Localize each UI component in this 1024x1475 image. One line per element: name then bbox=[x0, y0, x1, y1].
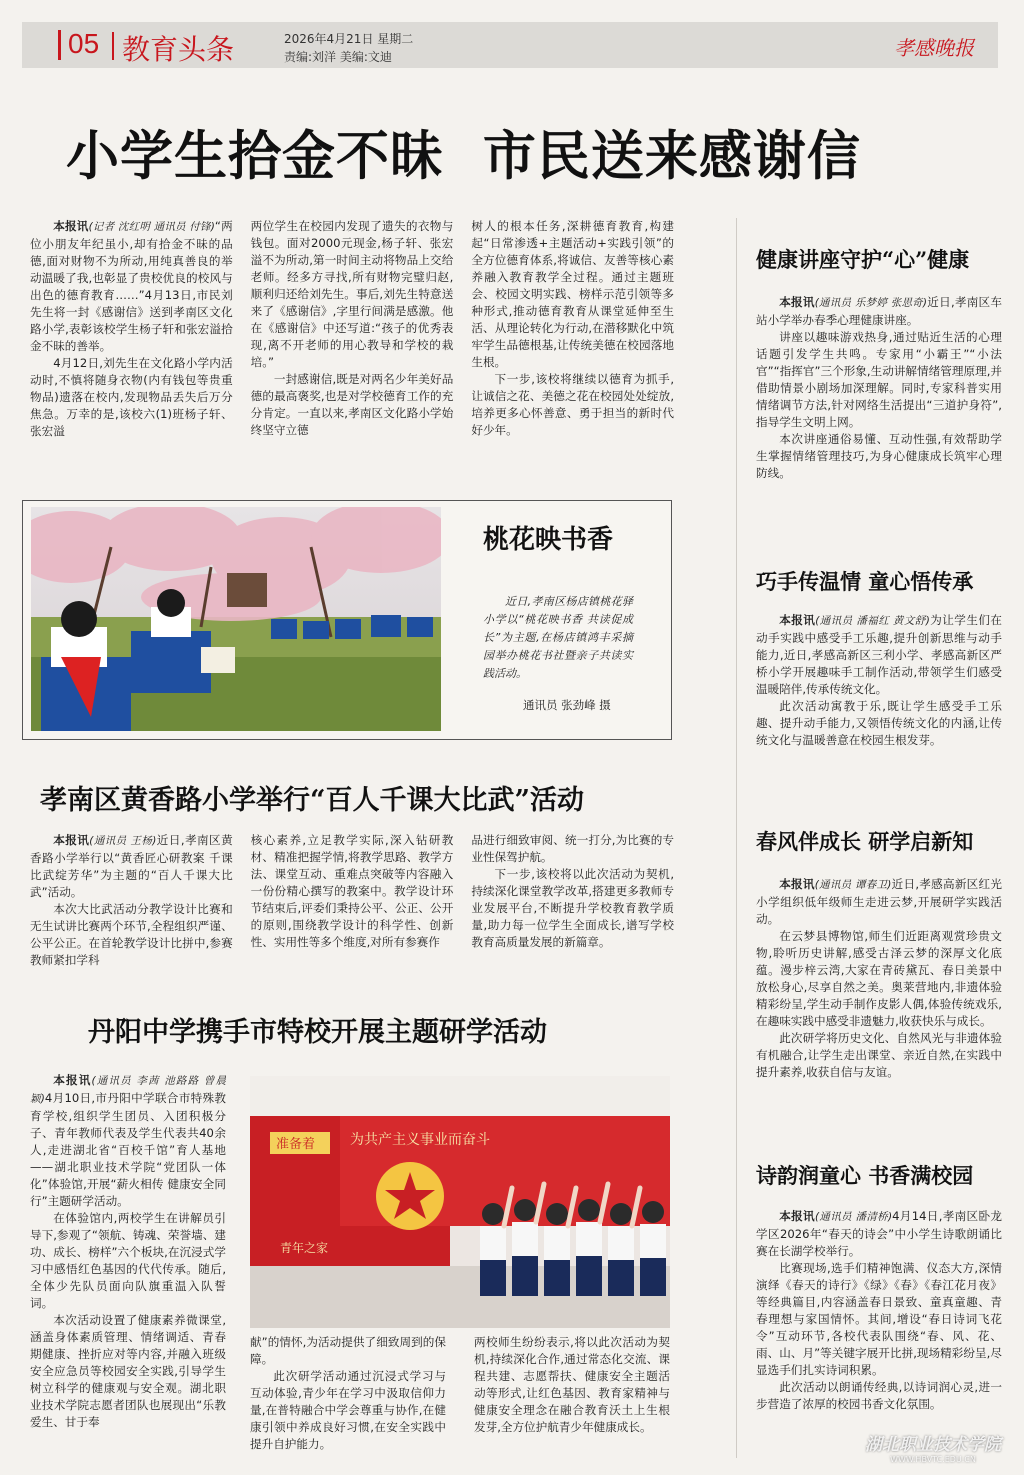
lead-text: 两位学生在校园内发现了遗失的衣物与钱包。面对2000元现金,杨子轩、张宏溢不为所动,第一时间主动将物品上交给老师。经多方寻找,所有财物完璧归赵,顺利归还给刘先生。事后,刘先生特意送来了《感谢信》,字里行间满是感激。他在《感谢信》中还写道:“孩子的优秀表现,离不开老师的用心教导和学校的栽培。” bbox=[250, 219, 454, 369]
danyang-headline: 丹阳中学携手市特校开展主题研学活动 bbox=[88, 1017, 547, 1048]
story-text: 在云梦县博物馆,师生们近距离观赏珍贵文物,聆听历史讲解,感受古泽云梦的深厚文化底蕴。漫步梓云湾,大家在青砖黛瓦、春日美景中放松身心,尽享自然之美。奥莱营地内,非遗体验精彩纷呈,学生动手制作皮影人偶,体验传统戏乐,在趣味实践中感受非遗魅力,收获快乐与成长。 bbox=[756, 929, 1002, 1028]
lead-text: 一封感谢信,既是对两名少年美好品德的最高褒奖,也是对学校德育工作的充分肯定。一直以来,孝南区文化路小学始终坚守立德 bbox=[250, 372, 454, 437]
story-text: 4月14日,孝南区卧龙学区2026年“春天的诗会”中小学生诗歌朗诵比赛在长湖学校举行。 bbox=[756, 1209, 1002, 1258]
contest-col-2 bbox=[251, 832, 454, 982]
danyang-text: 献”的情怀,为活动提供了细致周到的保障。 bbox=[250, 1335, 446, 1366]
peach-credit: 通讯员 张劲峰 摄 bbox=[523, 698, 611, 712]
right-story-1-title: 健康讲座守护“心”健康 bbox=[756, 247, 970, 272]
peach-photo bbox=[31, 507, 441, 731]
contest-text: 本次大比武活动分教学设计比赛和无生试讲比赛两个环节,全程组织严谨、公平公正。在首轮教学设计比拼中,参赛教师紧扣学科 bbox=[30, 902, 233, 967]
story-text: 讲座以趣味游戏热身,通过贴近生活的心理话题引发学生共鸣。专家用“小霸王”“小法官”“指挥官”三个形象,生动讲解情绪管理原理,并借助情景小剧场加深理解。同时,专家科普实用情绪调节方法,针对网络生活提出“三道护身符”,指导学生文明上网。 bbox=[756, 330, 1002, 429]
section-title: 教育头条 bbox=[122, 33, 235, 66]
watermark-url: WWW.HBVTC.EDU.CN bbox=[890, 1455, 976, 1464]
right-story-3-title: 春风伴成长 研学启新知 bbox=[756, 829, 974, 854]
story-text: 比赛现场,选手们精神饱满、仪态大方,深情演绎《春天的诗行》《绿》《春》《春江花月夜》等经典篇目,内容涵盖春日景致、童真童趣、青春理想与家国情怀。其间,增设“春日诗词飞花令”互动环节,各校代表队围绕“春、风、花、雨、山、月”等关键字展开比拼,现场精彩纷呈,尽显选手们扎实诗词积累。 bbox=[756, 1261, 1002, 1377]
right-story-4-body bbox=[756, 1208, 1002, 1413]
photo-banner-text: 为共产主义事业而奋斗 bbox=[350, 1132, 490, 1148]
right-story-1-body bbox=[756, 294, 1002, 482]
contest-text: 下一步,该校将以此次活动为契机,持续深化课堂教学改革,搭建更多教师专业发展平台,不断提升学校教育教学质量,助力每一位学生全面成长,谱写学校教育高质量发展的新篇章。 bbox=[471, 867, 675, 949]
danyang-col-1 bbox=[30, 1072, 226, 1452]
peach-photo-box bbox=[22, 500, 672, 740]
story-text: 此次活动寓教于乐,既让学生感受手工乐趣、提升动手能力,又领悟传统文化的内涵,让传统文化与温暖善意在校园生根发芽。 bbox=[756, 699, 1002, 747]
right-story-2-body bbox=[756, 612, 1002, 749]
danyang-text: 两校师生纷纷表示,将以此次活动为契机,持续深化合作,通过常态化交流、课程共建、志愿帮扶、健康安全主题活动等形式,让红色基因、教育家精神与健康安全理念在融合教育沃土上生根发芽,全方位护航青少年健康成长。 bbox=[474, 1335, 670, 1434]
right-story-2-title: 巧手传温情 童心悟传承 bbox=[756, 569, 974, 594]
lead-text: “两位小朋友年纪虽小,却有拾金不昧的品德,面对财物不为所动,用纯真善良的举动温暖了我,也彰显了贵校优良的校风与出色的德育教育……”4月13日,市民刘先生将一封《感谢信》送到孝南区文化路小学,表彰该校学生杨子轩和张宏溢拾金不昧的善举。 bbox=[30, 219, 233, 353]
contest-body bbox=[30, 832, 674, 982]
byline: 本报讯 bbox=[779, 1209, 815, 1223]
danyang-col-2 bbox=[250, 1334, 446, 1458]
byline: 本报讯 bbox=[53, 833, 90, 847]
byline: 本报讯 bbox=[779, 295, 815, 309]
byline-note: (通讯员 潘清桥) bbox=[814, 1211, 893, 1223]
story-text: 本次讲座通俗易懂、互动性强,有效帮助学生掌握情绪管理技巧,为身心健康成长筑牢心理防线。 bbox=[756, 432, 1002, 480]
contest-text: 品进行细致审阅、统一打分,为比赛的专业性保驾护航。 bbox=[471, 833, 675, 864]
byline: 本报讯 bbox=[53, 219, 89, 233]
peach-caption: 近日,孝南区杨店镇桃花驿小学以“桃花映书香 共读促成长”为主题,在杨店镇鸿丰采摘园举办桃花书社暨亲子共读实践活动。 bbox=[483, 595, 633, 680]
byline: 本报讯 bbox=[779, 613, 816, 627]
story-text: 为让学生们在动手实践中感受手工乐趣,提升创新思维与动手能力,近日,孝感高新区三利小学、孝感高新区严桥小学开展趣味手工制作活动,带领学生们感受温暖陪伴,传承传统文化。 bbox=[756, 613, 1002, 696]
issue-date: 2026年4月21日 星期二 bbox=[284, 32, 414, 46]
lead-text: 下一步,该校将继续以德育为抓手,让诚信之花、美德之花在校园处处绽放,培养更多心怀善意、勇于担当的新时代好少年。 bbox=[471, 372, 675, 437]
masthead bbox=[22, 22, 998, 68]
byline-note: (通讯员 王杨) bbox=[89, 835, 157, 847]
danyang-photo bbox=[250, 1076, 670, 1328]
lead-col-3 bbox=[471, 218, 674, 466]
lead-headline: 小学生拾金不昧 市民送来感谢信 bbox=[66, 125, 861, 187]
right-story-4-title: 诗韵润童心 书香满校园 bbox=[756, 1163, 974, 1188]
danyang-text: 本次活动设置了健康素养微课堂,涵盖身体素质管理、情绪调适、青春期健康、挫折应对等内容,并融入班级安全应急员等校园安全实践,引导学生树立科学的健康观与安全观。湖北职业技术学院志愿者团队也展现出“乐教爱生、甘于奉 bbox=[30, 1313, 226, 1429]
danyang-text: 在体验馆内,两校学生在讲解员引导下,参观了“领航、铸魂、荣誉墙、建功、成长、榜样”六个板块,在沉浸式学习中感悟红色基因的代代传承。随后,全体少先队员面向队旗重温入队誓词。 bbox=[30, 1211, 226, 1310]
column-divider bbox=[736, 218, 737, 1458]
page-number: 05 bbox=[68, 28, 100, 59]
danyang-text: 此次研学活动通过沉浸式学习与互动体验,青少年在学习中汲取信仰力量,在普特融合中学会尊重与协作,在健康引领中养成良好习惯,在安全实践中提升自护能力。 bbox=[250, 1369, 446, 1451]
contest-headline: 孝南区黄香路小学举行“百人千课大比武”活动 bbox=[40, 785, 585, 816]
lead-text: 4月12日,刘先生在文化路小学内活动时,不慎将随身衣物(内有钱包等贵重物品)遗落在校内,发现物品丢失后万分焦急。万幸的是,该校六(1)班杨子轩、张宏溢 bbox=[30, 356, 233, 438]
masthead-red-bar bbox=[58, 30, 61, 60]
story-text: 近日,孝感高新区红光小学组织低年级师生走进云梦,开展研学实践活动。 bbox=[756, 877, 1002, 926]
photo-footer-text: 青年之家 bbox=[280, 1241, 329, 1255]
lead-text: 树人的根本任务,深耕德育教育,构建起“日常渗透+主题活动+实践引领”的全方位德育体系,将诚信、友善等核心素养融入教育教学全过程。通过主题班会、校园文明实践、榜样示范引领等多种形式,推动德育教育从课堂延伸至生活、从理论转化为行动,在潜移默化中筑牢学生品德根基,让传统美德在校园落地生根。 bbox=[471, 219, 675, 369]
byline: 本报讯 bbox=[779, 877, 815, 891]
byline: 本报讯 bbox=[53, 1073, 92, 1087]
contest-col-3 bbox=[471, 832, 674, 982]
byline-note: (通讯员 乐梦婷 张思奇) bbox=[814, 297, 928, 309]
byline-note: (记者 沈红明 通讯员 付锋) bbox=[88, 221, 215, 233]
story-text: 近日,孝南区车站小学举办春季心理健康讲座。 bbox=[756, 295, 1002, 327]
watermark bbox=[858, 1430, 1008, 1464]
photo-board-text: 准备着 bbox=[276, 1137, 316, 1152]
contest-text: 核心素养,立足教学实际,深入钻研教材、精准把握学情,将教学思路、教学方法、课堂互动、重难点突破等内容融入一份份精心撰写的教案中。教学设计环节结束后,评委们秉持公平、公正、公开的原则,围绕教学设计的科学性、创新性、实用性等多个维度,对所有参赛作 bbox=[250, 833, 454, 949]
danyang-col-3 bbox=[474, 1334, 670, 1458]
watermark-text: 湖北职业技术学院 bbox=[865, 1435, 1001, 1455]
byline-note: (通讯员 潘福红 黄文舒) bbox=[815, 615, 930, 627]
editors: 责编:刘洋 美编:文迪 bbox=[284, 50, 392, 64]
lead-body bbox=[30, 218, 674, 466]
contest-col-1 bbox=[30, 832, 233, 982]
paper-logo: 孝感晚报 bbox=[894, 36, 974, 60]
byline-note: (通讯员 李茜 池路路 曾晨颖) bbox=[30, 1075, 226, 1105]
story-text: 此次研学将历史文化、自然风光与非遗体验有机融合,让学生走出课堂、亲近自然,在实践中提升素养,收获自信与友谊。 bbox=[756, 1031, 1002, 1079]
danyang-text: 4月10日,市丹阳中学联合市特殊教育学校,组织学生团员、入团积极分子、青年教师代表及学生代表共40余人,走进湖北省“百校千馆”育人基地——湖北职业技术学院“党团队一体化”体验馆,开展“薪火相传 健康安全同行”主题研学活动。 bbox=[30, 1091, 226, 1208]
story-text: 此次活动以朗诵传经典,以诗词润心灵,进一步营造了浓厚的校园书香文化氛围。 bbox=[756, 1380, 1002, 1411]
peach-title: 桃花映书香 bbox=[483, 525, 614, 555]
lead-col-1 bbox=[30, 218, 233, 466]
byline-note: (通讯员 谭春卫) bbox=[814, 879, 892, 891]
masthead-divider bbox=[112, 32, 114, 60]
right-story-3-body bbox=[756, 876, 1002, 1081]
contest-text: 近日,孝南区黄香路小学举行以“黄香匠心研教案 千课比武绽芳华”为主题的“百人千课大比武”活动。 bbox=[30, 833, 233, 899]
lead-col-2 bbox=[251, 218, 454, 466]
